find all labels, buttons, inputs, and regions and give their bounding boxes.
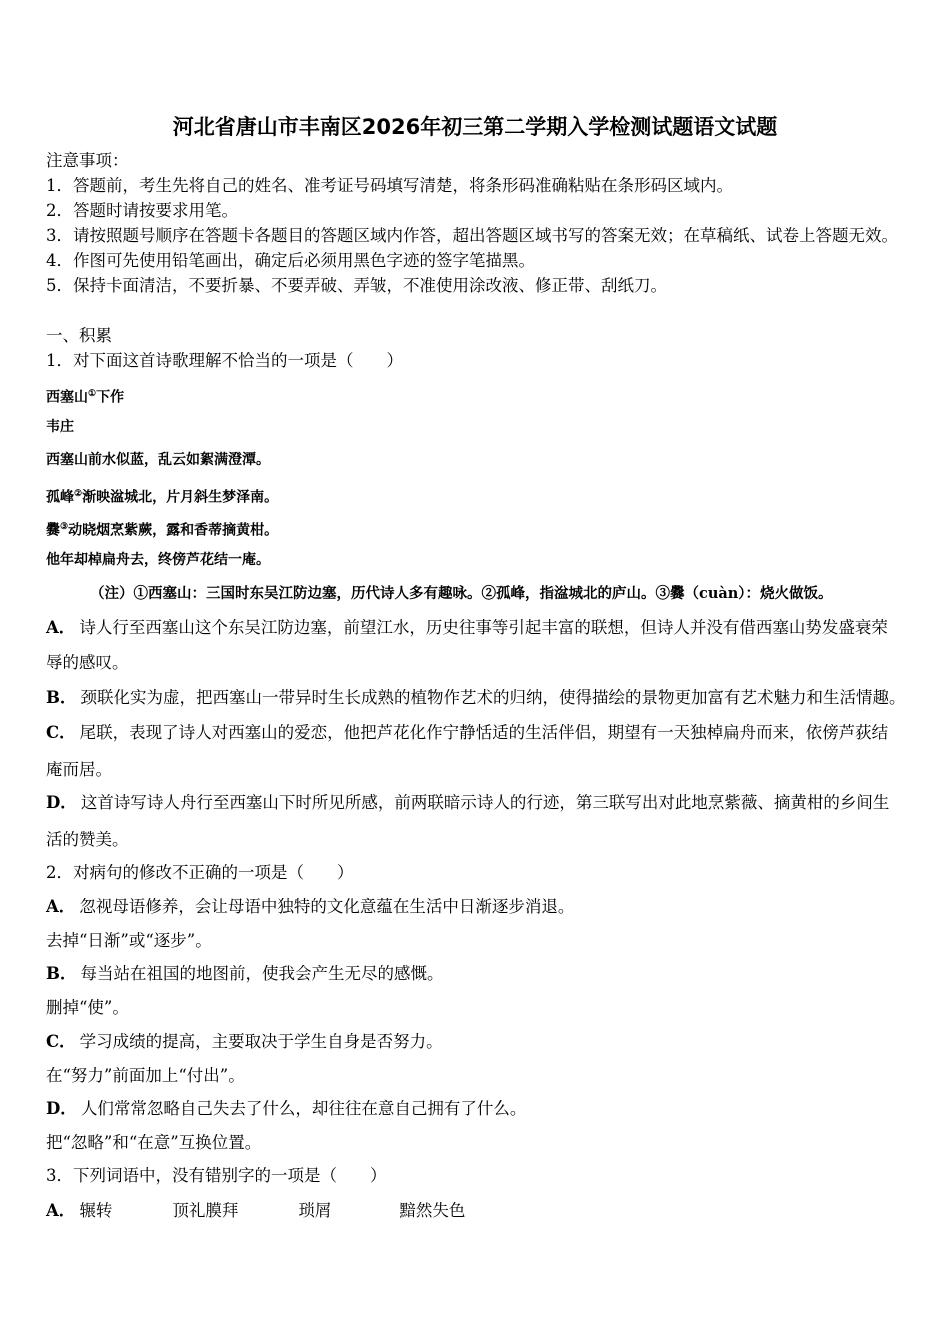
option-d-fix: 把“忽略”和“在意”互换位置。	[46, 1133, 262, 1152]
document-title: 河北省唐山市丰南区2026年初三第二学期入学检测试题语文试题	[172, 115, 778, 139]
option-a: A． 忽视母语修养，会让母语中独特的文化意蕴在生活中日渐逐步消退。	[46, 897, 575, 916]
section-heading: 一、积累	[46, 326, 112, 345]
word: 琐屑	[298, 1201, 332, 1220]
option-a: A． 诗人行至西塞山这个东吴江防边塞，前望江水，历史往事等引起丰富的联想，但诗人并没有借西塞山势发盛衰荣	[46, 618, 888, 637]
option-c: C． 学习成绩的提高，主要取决于学生自身是否努力。	[46, 1032, 443, 1051]
option-d: D． 人们常常忽略自己失去了什么，却往往在意自己拥有了什么。	[46, 1099, 527, 1118]
option-d-cont: 活的赞美。	[46, 830, 129, 849]
option-c-cont: 庵而居。	[46, 760, 112, 779]
question-2-stem: 2．对病句的修改不正确的一项是（ ）	[46, 863, 354, 882]
notice-item: 2．答题时请按要求用笔。	[46, 201, 238, 220]
poem-note: （注）①西塞山：三国时东吴江防边塞，历代诗人多有趣咏。②孤峰，指湓城北的庐山。③爨（cuàn）：烧火做饭。	[90, 585, 833, 602]
notice-item: 4．作图可先使用铅笔画出，确定后必须用黑色字迹的签字笔描黑。	[46, 251, 535, 270]
word: 顶礼膜拜	[172, 1201, 239, 1220]
word: 黯然失色	[399, 1201, 466, 1220]
option-a-cont: 辱的感叹。	[46, 653, 129, 672]
option-c-fix: 在“努力”前面加上“付出”。	[46, 1066, 245, 1085]
option-c: C． 尾联，表现了诗人对西塞山的爱恋，他把芦花化作宁静恬适的生活伴侣，期望有一天独棹扁舟而来，依傍芦荻结	[46, 723, 889, 742]
option-a-fix: 去掉“日渐”或“逐步”。	[46, 931, 212, 950]
poem-line: 西塞山前水似蓝，乱云如絮满澄潭。	[46, 452, 270, 468]
poem-line: 爨③动晓烟烹紫蕨，露和香蒂摘黄柑。	[46, 522, 279, 539]
notice-item: 1．答题前，考生先将自己的姓名、准考证号码填写清楚，将条形码准确粘贴在条形码区域内。	[46, 176, 733, 195]
poem-line: 他年却棹扁舟去，终傍芦花结一庵。	[46, 552, 270, 568]
option-label: A．	[46, 1201, 76, 1220]
poem-line: 孤峰②渐映湓城北，片月斜生梦泽南。	[46, 489, 279, 506]
question-1-stem: 1．对下面这首诗歌理解不恰当的一项是（ ）	[46, 351, 403, 370]
option-a	[46, 1201, 465, 1221]
option-b: B． 每当站在祖国的地图前，使我会产生无尽的感慨。	[46, 964, 444, 983]
notice-item: 5．保持卡面清洁，不要折暴、不要弄破、弄皱，不准使用涂改液、修正带、刮纸刀。	[46, 276, 667, 295]
question-3-stem: 3．下列词语中，没有错别字的一项是（ ）	[46, 1166, 387, 1185]
poem-author: 韦庄	[46, 419, 74, 435]
option-d: D． 这首诗写诗人舟行至西塞山下时所见所感，前两联暗示诗人的行迹，第三联写出对此地烹紫薇、摘黄柑的乡间生	[46, 793, 890, 812]
notice-item: 3．请按照题号顺序在答题卡各题目的答题区域内作答，超出答题区域书写的答案无效；在草稿纸、试卷上答题无效。	[46, 226, 898, 245]
poem-title: 西塞山①下作	[46, 389, 125, 406]
notice-heading: 注意事项：	[46, 151, 129, 170]
word: 辗转	[79, 1201, 113, 1220]
option-b-fix: 删掉“使”。	[46, 998, 129, 1017]
option-b: B． 颈联化实为虚，把西塞山一带异时生长成熟的植物作艺术的归纳，使得描绘的景物更加富有艺术魅力和生活情趣。	[46, 688, 906, 707]
